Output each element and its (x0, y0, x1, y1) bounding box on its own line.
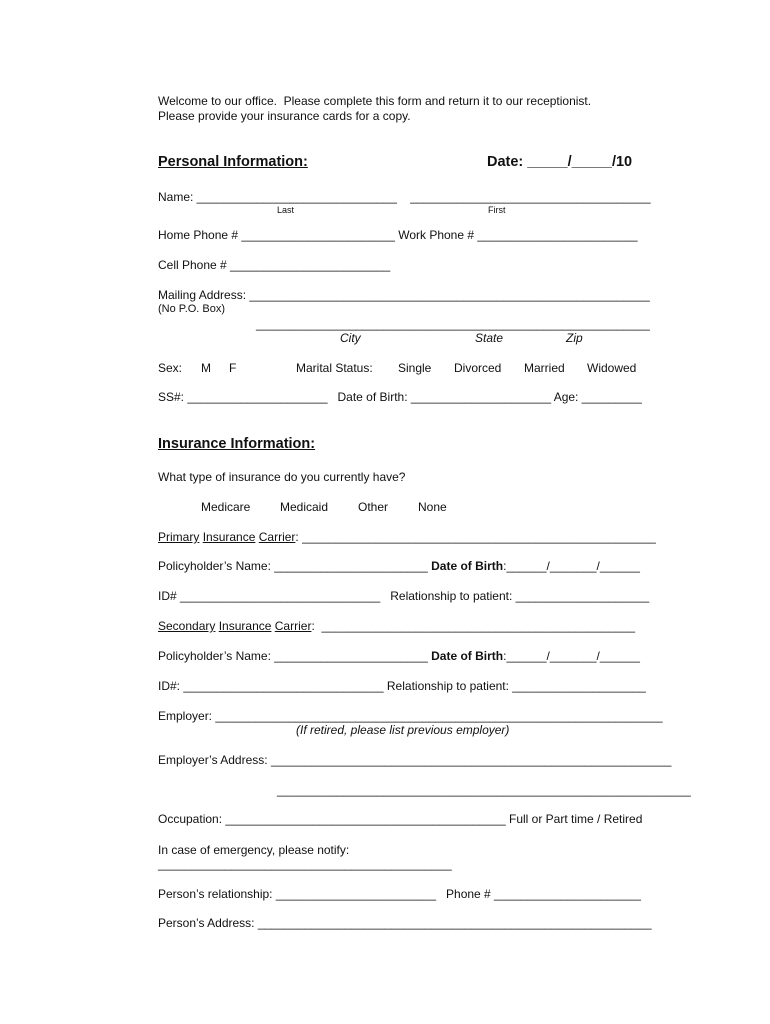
primary-carrier-field[interactable] (158, 530, 656, 544)
policyholder-1-dob-label: Date of Birth (431, 559, 504, 573)
policyholder-2-name[interactable]: Policyholder’s Name: _______________________ (158, 649, 432, 663)
insurance-word-2: Insurance (218, 619, 272, 633)
primary-word: Primary (158, 530, 200, 544)
policyholder-1-name[interactable]: Policyholder’s Name: _______________________ (158, 559, 432, 573)
insurance-word: Insurance (202, 530, 256, 544)
policyholder-2-dob-label: Date of Birth (431, 649, 504, 663)
address-line-2-field[interactable]: ___________________________________________________________ (256, 317, 650, 331)
secondary-word: Secondary (158, 619, 216, 633)
insurance-type-question: What type of insurance do you currently have? (158, 470, 406, 484)
sex-option-f[interactable]: F (229, 361, 237, 375)
relationship-phone-field[interactable]: Person’s relationship: ________________________ Phone # ______________________ (158, 887, 641, 901)
emergency-contact-field[interactable]: ____________________________________________ (158, 857, 452, 871)
employer-field[interactable]: Employer: ___________________________________________________________________ (158, 709, 663, 723)
employer-address-field[interactable]: Employer’s Address: ____________________________________________________________ (158, 753, 672, 767)
employer-address-line-2[interactable]: ______________________________________________________________ (277, 783, 691, 797)
marital-option-divorced[interactable]: Divorced (454, 361, 502, 375)
retired-note: (If retired, please list previous employer) (296, 723, 510, 737)
id-2-relationship-field[interactable]: ID#: ______________________________ Relationship to patient: ____________________ (158, 679, 646, 693)
insurance-option-none[interactable]: None (418, 500, 447, 514)
carrier-word-2: Carrier (274, 619, 312, 633)
mailing-address-field[interactable]: Mailing Address: ____________________________________________________________ (158, 288, 650, 302)
last-name-hint: Last (277, 205, 295, 215)
policyholder-2-dob-blank[interactable]: :______/_______/______ (503, 649, 640, 663)
emergency-contact-label: In case of emergency, please notify: (158, 843, 350, 857)
state-hint: State (475, 331, 504, 345)
marital-status-label: Marital Status: (296, 361, 373, 375)
marital-option-married[interactable]: Married (524, 361, 565, 375)
insurance-option-medicaid[interactable]: Medicaid (280, 500, 329, 514)
insurance-option-medicare[interactable]: Medicare (201, 500, 251, 514)
cell-phone-field[interactable]: Cell Phone # ________________________ (158, 258, 391, 272)
personal-info-heading: Personal Information: (158, 154, 308, 170)
secondary-carrier-field[interactable] (158, 619, 635, 633)
occupation-field[interactable]: Occupation: __________________________________________ Full or Part time / Retired (158, 812, 643, 826)
first-name-hint: First (488, 205, 506, 215)
id-1-relationship-field[interactable]: ID# ______________________________ Relationship to patient: ____________________ (158, 589, 650, 603)
sex-label: Sex: (158, 361, 183, 375)
carrier-word: Carrier (258, 530, 296, 544)
marital-option-single[interactable]: Single (398, 361, 432, 375)
intro-line-1: Welcome to our office. Please complete this form and return it to our receptionist. (158, 94, 592, 108)
po-box-note: (No P.O. Box) (158, 303, 226, 315)
intro-line-2: Please provide your insurance cards for a copy. (158, 109, 411, 123)
insurance-option-other[interactable]: Other (358, 500, 389, 514)
insurance-info-heading: Insurance Information: (158, 436, 316, 452)
ss-dob-age-fields[interactable]: SS#: _____________________ Date of Birth: _____________________ Age: _________ (158, 390, 642, 404)
sex-option-m[interactable]: M (201, 361, 211, 375)
city-hint: City (340, 331, 361, 345)
person-address-field[interactable]: Person’s Address: ___________________________________________________________ (158, 916, 652, 930)
name-field[interactable]: Name: ______________________________ ____________________________________ (158, 190, 651, 204)
policyholder-2-field[interactable] (158, 649, 640, 663)
secondary-carrier-blank[interactable]: : _______________________________________________ (311, 619, 636, 633)
policyholder-1-field[interactable] (158, 559, 640, 573)
primary-carrier-blank[interactable]: : _____________________________________________________ (295, 530, 656, 544)
date-field[interactable]: Date: _____/_____/10 (487, 154, 633, 170)
marital-option-widowed[interactable]: Widowed (587, 361, 637, 375)
policyholder-1-dob-blank[interactable]: :______/_______/______ (503, 559, 640, 573)
zip-hint: Zip (566, 331, 583, 345)
phone-fields[interactable]: Home Phone # _______________________ Work Phone # ________________________ (158, 228, 638, 242)
